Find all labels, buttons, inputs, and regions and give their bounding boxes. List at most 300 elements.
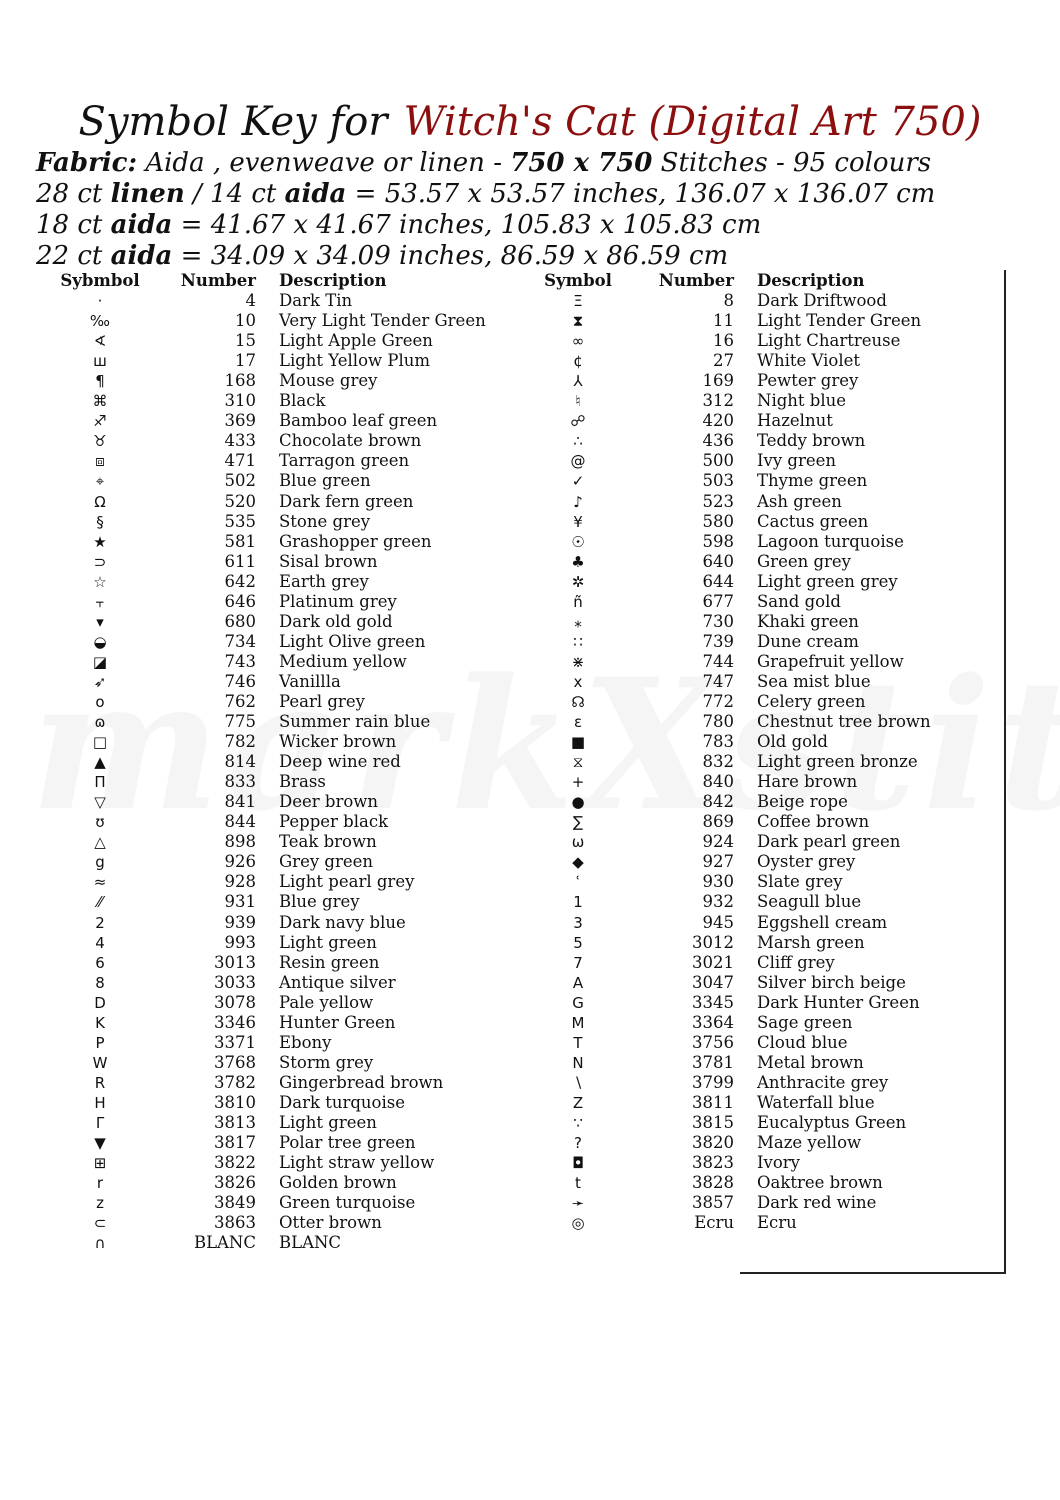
number-cell: 739 — [702, 631, 734, 651]
table-row — [528, 492, 998, 512]
number-cell: 3781 — [692, 1052, 734, 1072]
description-cell: Pepper black — [279, 812, 389, 832]
description-cell: Vanillla — [279, 671, 341, 691]
description-cell: Blue green — [279, 471, 371, 491]
stitches-rest: Stitches - 95 colours — [652, 148, 932, 178]
number-cell: 928 — [224, 872, 256, 892]
symbol-cell: ⅄ — [573, 372, 583, 391]
number-cell: 783 — [702, 732, 734, 752]
description-cell: Old gold — [757, 732, 828, 752]
table-row — [528, 351, 998, 371]
table-row — [528, 1033, 998, 1053]
symbol-cell: ‰ — [89, 312, 111, 331]
number-cell: 369 — [224, 411, 256, 431]
table-row — [50, 431, 520, 451]
description-cell: Light straw yellow — [279, 1153, 435, 1173]
table-row — [50, 1113, 520, 1133]
header-symbol: Symbol — [544, 271, 612, 290]
symbol-cell: 6 — [95, 953, 105, 972]
number-cell: 3857 — [692, 1193, 734, 1213]
description-cell: Golden brown — [279, 1173, 397, 1193]
description-cell: Tarragon green — [279, 451, 410, 471]
description-cell: Silver birch beige — [757, 972, 906, 992]
symbol-cell: ■ — [570, 733, 586, 752]
description-cell: Light Chartreuse — [757, 331, 901, 351]
table-row — [528, 572, 998, 592]
description-cell: Sand gold — [757, 591, 841, 611]
number-cell: 840 — [702, 772, 734, 792]
description-cell: Grapefruit yellow — [757, 651, 904, 671]
title-prefix: Symbol Key for — [78, 99, 388, 145]
description-cell: Sea mist blue — [757, 671, 871, 691]
fabric-label: Fabric: — [36, 148, 138, 178]
description-cell: White Violet — [757, 351, 861, 371]
symbol-cell: + — [571, 773, 585, 792]
table-row — [50, 892, 520, 912]
description-cell: Brass — [279, 772, 326, 792]
number-cell: 3364 — [692, 1012, 734, 1032]
table-row — [528, 471, 998, 491]
table-row — [528, 732, 998, 752]
description-cell: Grashopper green — [279, 531, 432, 551]
symbol-cell: ¥ — [573, 512, 583, 531]
symbol-cell: □ — [92, 733, 108, 752]
description-cell: Dark Driftwood — [757, 291, 887, 311]
symbol-cell: ∖ — [573, 1073, 583, 1092]
description-cell: Earth grey — [279, 571, 369, 591]
symbol-cell: ш — [93, 352, 107, 371]
number-cell: 15 — [235, 331, 256, 351]
description-cell: Light green bronze — [757, 752, 918, 772]
table-row — [50, 1053, 520, 1073]
symbol-cell: ⊃ — [93, 552, 107, 571]
stitches-dash: - — [493, 148, 511, 178]
table-row — [528, 311, 998, 331]
header-symbol: Sybmbol — [60, 271, 140, 290]
table-row — [50, 451, 520, 471]
number-cell: 930 — [702, 872, 734, 892]
symbol-cell: ω — [571, 833, 585, 852]
symbol-cell: ∷ — [573, 632, 583, 651]
symbol-cell: ➛ — [571, 1194, 585, 1213]
table-row — [50, 672, 520, 692]
description-cell: Chocolate brown — [279, 431, 422, 451]
size-22-dims: = 34.09 x 34.09 inches, 86.59 x 86.59 cm — [172, 241, 729, 271]
number-cell: 730 — [702, 611, 734, 631]
description-cell: Anthracite grey — [757, 1072, 889, 1092]
number-cell: 775 — [224, 712, 256, 732]
number-cell: 898 — [224, 832, 256, 852]
table-row — [50, 1193, 520, 1213]
symbol-cell: △ — [94, 833, 106, 852]
fabric-line — [36, 148, 1036, 179]
description-cell: Eggshell cream — [757, 912, 888, 932]
table-row — [528, 953, 998, 973]
table-row — [50, 953, 520, 973]
number-cell: 500 — [702, 451, 734, 471]
number-cell: 3813 — [214, 1112, 256, 1132]
description-cell: Ash green — [757, 491, 842, 511]
description-cell: Antique silver — [279, 972, 396, 992]
symbol-cell: ▼ — [94, 1134, 106, 1153]
number-cell: 3047 — [692, 972, 734, 992]
description-cell: Chestnut tree brown — [757, 712, 931, 732]
symbol-cell: ʊ — [95, 813, 105, 832]
symbol-cell: Γ — [95, 1113, 105, 1132]
table-row — [528, 913, 998, 933]
table-row — [50, 973, 520, 993]
number-cell: 842 — [702, 792, 734, 812]
description-cell: Deep wine red — [279, 752, 401, 772]
table-row — [50, 712, 520, 732]
number-cell: 3345 — [692, 992, 734, 1012]
description-cell: Black — [279, 391, 326, 411]
number-cell: 3823 — [692, 1153, 734, 1173]
page-title — [0, 96, 1060, 148]
symbol-cell: x — [573, 672, 583, 691]
table-row — [528, 632, 998, 652]
description-cell: Dark Tin — [279, 291, 353, 311]
table-row — [528, 451, 998, 471]
number-cell: 931 — [224, 892, 256, 912]
description-cell: Thyme green — [757, 471, 868, 491]
number-cell: 310 — [224, 391, 256, 411]
description-cell: Stone grey — [279, 511, 371, 531]
symbol-cell: ☍ — [570, 412, 586, 431]
number-cell: 3826 — [214, 1173, 256, 1193]
number-cell: 17 — [235, 351, 256, 371]
size-22-count: 22 ct — [36, 241, 111, 271]
symbol-cell: ◆ — [572, 853, 584, 872]
number-cell: 3078 — [214, 992, 256, 1012]
symbol-cell: 5 — [573, 933, 583, 952]
number-cell: 16 — [713, 331, 734, 351]
description-cell: Otter brown — [279, 1213, 382, 1233]
size-line-28ct — [36, 179, 1036, 210]
number-cell: 3021 — [692, 952, 734, 972]
description-cell: Teddy brown — [757, 431, 866, 451]
table-row — [528, 1013, 998, 1033]
table-row — [50, 572, 520, 592]
number-cell: 814 — [224, 752, 256, 772]
description-cell: Summer rain blue — [279, 712, 431, 732]
description-cell: Dark fern green — [279, 491, 414, 511]
description-cell: Oyster grey — [757, 852, 856, 872]
number-cell: 581 — [224, 531, 256, 551]
symbol-cell: § — [96, 512, 104, 531]
description-cell: Light pearl grey — [279, 872, 415, 892]
table-row — [528, 1053, 998, 1073]
table-row — [528, 391, 998, 411]
description-cell: Light green grey — [757, 571, 898, 591]
description-cell: Pewter grey — [757, 371, 859, 391]
header-number: Number — [180, 271, 256, 290]
header-description: Description — [279, 271, 387, 290]
size-18-count: 18 ct — [36, 210, 111, 240]
number-cell: 3799 — [692, 1072, 734, 1092]
description-cell: Lagoon turquoise — [757, 531, 904, 551]
symbol-cell: ⊞ — [93, 1154, 107, 1173]
number-cell: 746 — [224, 671, 256, 691]
symbol-cell: ? — [574, 1134, 582, 1153]
symbol-cell: ñ — [573, 592, 583, 611]
description-cell: Seagull blue — [757, 892, 862, 912]
symbol-cell: z — [96, 1194, 104, 1213]
symbol-cell: ♪ — [573, 492, 583, 511]
size-22-aida: aida — [110, 241, 173, 271]
table-row — [50, 872, 520, 892]
symbol-cell: ▲ — [94, 753, 106, 772]
symbol-cell: ¢ — [573, 352, 583, 371]
table-row — [528, 892, 998, 912]
table-row — [528, 1153, 998, 1173]
symbol-cell: @ — [570, 452, 586, 471]
symbol-table-right — [528, 271, 998, 1233]
table-row — [50, 552, 520, 572]
number-cell: 640 — [702, 551, 734, 571]
frame-right-border — [1004, 270, 1006, 1273]
table-row — [528, 832, 998, 852]
number-cell: 782 — [224, 732, 256, 752]
number-cell: 27 — [713, 351, 734, 371]
table-row — [528, 291, 998, 311]
symbol-cell: ∞ — [571, 332, 585, 351]
number-cell: BLANC — [193, 1233, 256, 1253]
number-cell: 927 — [702, 852, 734, 872]
table-row — [50, 752, 520, 772]
description-cell: Platinum grey — [279, 591, 397, 611]
table-row — [50, 1033, 520, 1053]
number-cell: 8 — [723, 291, 734, 311]
table-row — [50, 371, 520, 391]
description-cell: Wicker brown — [279, 732, 397, 752]
symbol-cell: ∴ — [573, 432, 583, 451]
table-row — [528, 772, 998, 792]
symbol-cell: ♮ — [575, 392, 581, 411]
symbol-cell: ☉ — [571, 532, 585, 551]
number-cell: 10 — [235, 311, 256, 331]
table-header — [50, 271, 520, 291]
table-row — [528, 1073, 998, 1093]
symbol-cell: ⁄⁄ — [97, 893, 103, 912]
number-cell: 168 — [224, 371, 256, 391]
symbol-cell: 2 — [95, 913, 105, 932]
number-cell: 3815 — [692, 1112, 734, 1132]
description-cell: Khaki green — [757, 611, 859, 631]
number-cell: 926 — [224, 852, 256, 872]
symbol-cell: ▽ — [94, 793, 106, 812]
symbol-cell: t — [575, 1174, 581, 1193]
description-cell: BLANC — [279, 1233, 342, 1253]
table-row — [528, 1193, 998, 1213]
description-cell: Cliff grey — [757, 952, 835, 972]
table-row — [528, 552, 998, 572]
description-cell: Deer brown — [279, 792, 379, 812]
symbol-cell: · — [97, 292, 103, 311]
table-row — [528, 1213, 998, 1233]
description-cell: Sage green — [757, 1012, 853, 1032]
size-28-aida: aida — [284, 179, 347, 209]
symbol-cell: 4 — [95, 933, 105, 952]
size-28-mid: / 14 ct — [184, 179, 285, 209]
number-cell: 3768 — [214, 1052, 256, 1072]
table-row — [50, 1073, 520, 1093]
table-row — [528, 1113, 998, 1133]
symbol-cell: Z — [572, 1093, 584, 1112]
description-cell: Polar tree green — [279, 1133, 416, 1153]
symbol-cell: ♉ — [93, 432, 107, 451]
number-cell: 11 — [713, 311, 734, 331]
fabric-info — [36, 148, 1036, 272]
table-row — [528, 1173, 998, 1193]
symbol-cell: R — [94, 1073, 106, 1092]
number-cell: 3817 — [214, 1133, 256, 1153]
number-cell: 611 — [224, 551, 256, 571]
description-cell: Dune cream — [757, 631, 859, 651]
number-cell: 523 — [702, 491, 734, 511]
table-row — [528, 331, 998, 351]
description-cell: Light green — [279, 932, 377, 952]
fabric-value: Aida , evenweave or linen — [137, 148, 494, 178]
table-row — [528, 411, 998, 431]
symbol-cell: ɛ — [573, 713, 583, 732]
symbol-cell: W — [92, 1053, 108, 1072]
table-row — [50, 311, 520, 331]
number-cell: 945 — [702, 912, 734, 932]
description-cell: Hare brown — [757, 772, 858, 792]
symbol-cell: ∑ — [572, 813, 584, 832]
table-row — [50, 351, 520, 371]
table-row — [50, 612, 520, 632]
header-description: Description — [757, 271, 865, 290]
size-line-22ct — [36, 241, 1036, 272]
table-row — [50, 692, 520, 712]
table-row — [50, 1173, 520, 1193]
description-cell: Dark old gold — [279, 611, 393, 631]
description-cell: Dark navy blue — [279, 912, 406, 932]
description-cell: Storm grey — [279, 1052, 374, 1072]
description-cell: Light green — [279, 1112, 377, 1132]
symbol-cell: 3 — [573, 913, 583, 932]
header-number: Number — [658, 271, 734, 290]
description-cell: Very Light Tender Green — [279, 311, 486, 331]
number-cell: 3013 — [214, 952, 256, 972]
table-row — [528, 592, 998, 612]
symbol-cell: ∩ — [94, 1234, 106, 1253]
symbol-cell: ¶ — [95, 372, 105, 391]
symbol-cell: 1 — [573, 893, 583, 912]
symbol-cell: ɷ — [94, 713, 106, 732]
table-row — [50, 1093, 520, 1113]
table-row — [528, 852, 998, 872]
description-cell: Gingerbread brown — [279, 1072, 444, 1092]
symbol-cell: ➶ — [93, 672, 107, 691]
table-row — [50, 772, 520, 792]
table-row — [50, 391, 520, 411]
description-cell: Grey green — [279, 852, 374, 872]
symbol-cell: Ξ — [573, 292, 583, 311]
table-row — [528, 993, 998, 1013]
table-row — [50, 1133, 520, 1153]
number-cell: 841 — [224, 792, 256, 812]
frame-bottom-border — [740, 1272, 1006, 1274]
description-cell: Slate grey — [757, 872, 843, 892]
number-cell: 502 — [224, 471, 256, 491]
symbol-cell: Ω — [94, 492, 106, 511]
number-cell: 535 — [224, 511, 256, 531]
description-cell: Metal brown — [757, 1052, 864, 1072]
table-row — [528, 672, 998, 692]
symbol-cell: ◘ — [572, 1154, 584, 1173]
number-cell: 520 — [224, 491, 256, 511]
description-cell: Beige rope — [757, 792, 848, 812]
stitch-count: 750 x 750 — [510, 148, 653, 178]
symbol-cell: ◪ — [92, 652, 108, 671]
symbol-cell: ⌘ — [92, 392, 108, 411]
number-cell: 3756 — [692, 1032, 734, 1052]
symbol-cell: ▾ — [96, 612, 104, 631]
symbol-cell: ☆ — [93, 572, 107, 591]
table-row — [528, 1093, 998, 1113]
number-cell: 832 — [702, 752, 734, 772]
number-cell: 3811 — [692, 1092, 734, 1112]
description-cell: Ivory — [757, 1153, 800, 1173]
symbol-cell: P — [95, 1033, 105, 1052]
number-cell: 3849 — [214, 1193, 256, 1213]
symbol-cell: Π — [94, 773, 106, 792]
number-cell: 677 — [702, 591, 734, 611]
number-cell: 869 — [702, 812, 734, 832]
description-cell: Night blue — [757, 391, 847, 411]
description-cell: Waterfall blue — [757, 1092, 875, 1112]
symbol-cell: ⧈ — [95, 452, 105, 471]
number-cell: 734 — [224, 631, 256, 651]
symbol-cell: T — [573, 1033, 583, 1052]
size-28-count: 28 ct — [36, 179, 111, 209]
symbol-cell: g — [95, 853, 105, 872]
number-cell: 3828 — [692, 1173, 734, 1193]
symbol-cell: ★ — [93, 532, 107, 551]
table-row — [50, 933, 520, 953]
table-row — [528, 973, 998, 993]
description-cell: Oaktree brown — [757, 1173, 883, 1193]
symbol-cell: N — [572, 1053, 584, 1072]
symbol-cell: G — [572, 993, 584, 1012]
description-cell: Dark Hunter Green — [757, 992, 920, 1012]
table-row — [528, 612, 998, 632]
number-cell: 3822 — [214, 1153, 256, 1173]
symbol-cell: r — [96, 1174, 104, 1193]
table-row — [50, 1213, 520, 1233]
symbol-cell: ⁎ — [574, 612, 582, 631]
symbol-cell: ∵ — [573, 1113, 583, 1132]
description-cell: Celery green — [757, 691, 866, 711]
table-row — [528, 532, 998, 552]
table-row — [50, 512, 520, 532]
number-cell: 680 — [224, 611, 256, 631]
description-cell: Ecru — [757, 1213, 797, 1233]
symbol-cell: K — [95, 1013, 105, 1032]
number-cell: 420 — [702, 411, 734, 431]
description-cell: Marsh green — [757, 932, 865, 952]
number-cell: 833 — [224, 772, 256, 792]
number-cell: 3820 — [692, 1133, 734, 1153]
symbol-cell: ☊ — [571, 692, 585, 711]
number-cell: 3012 — [692, 932, 734, 952]
symbol-cell: ≈ — [93, 873, 107, 892]
description-cell: Light Tender Green — [757, 311, 922, 331]
description-cell: Light Apple Green — [279, 331, 433, 351]
